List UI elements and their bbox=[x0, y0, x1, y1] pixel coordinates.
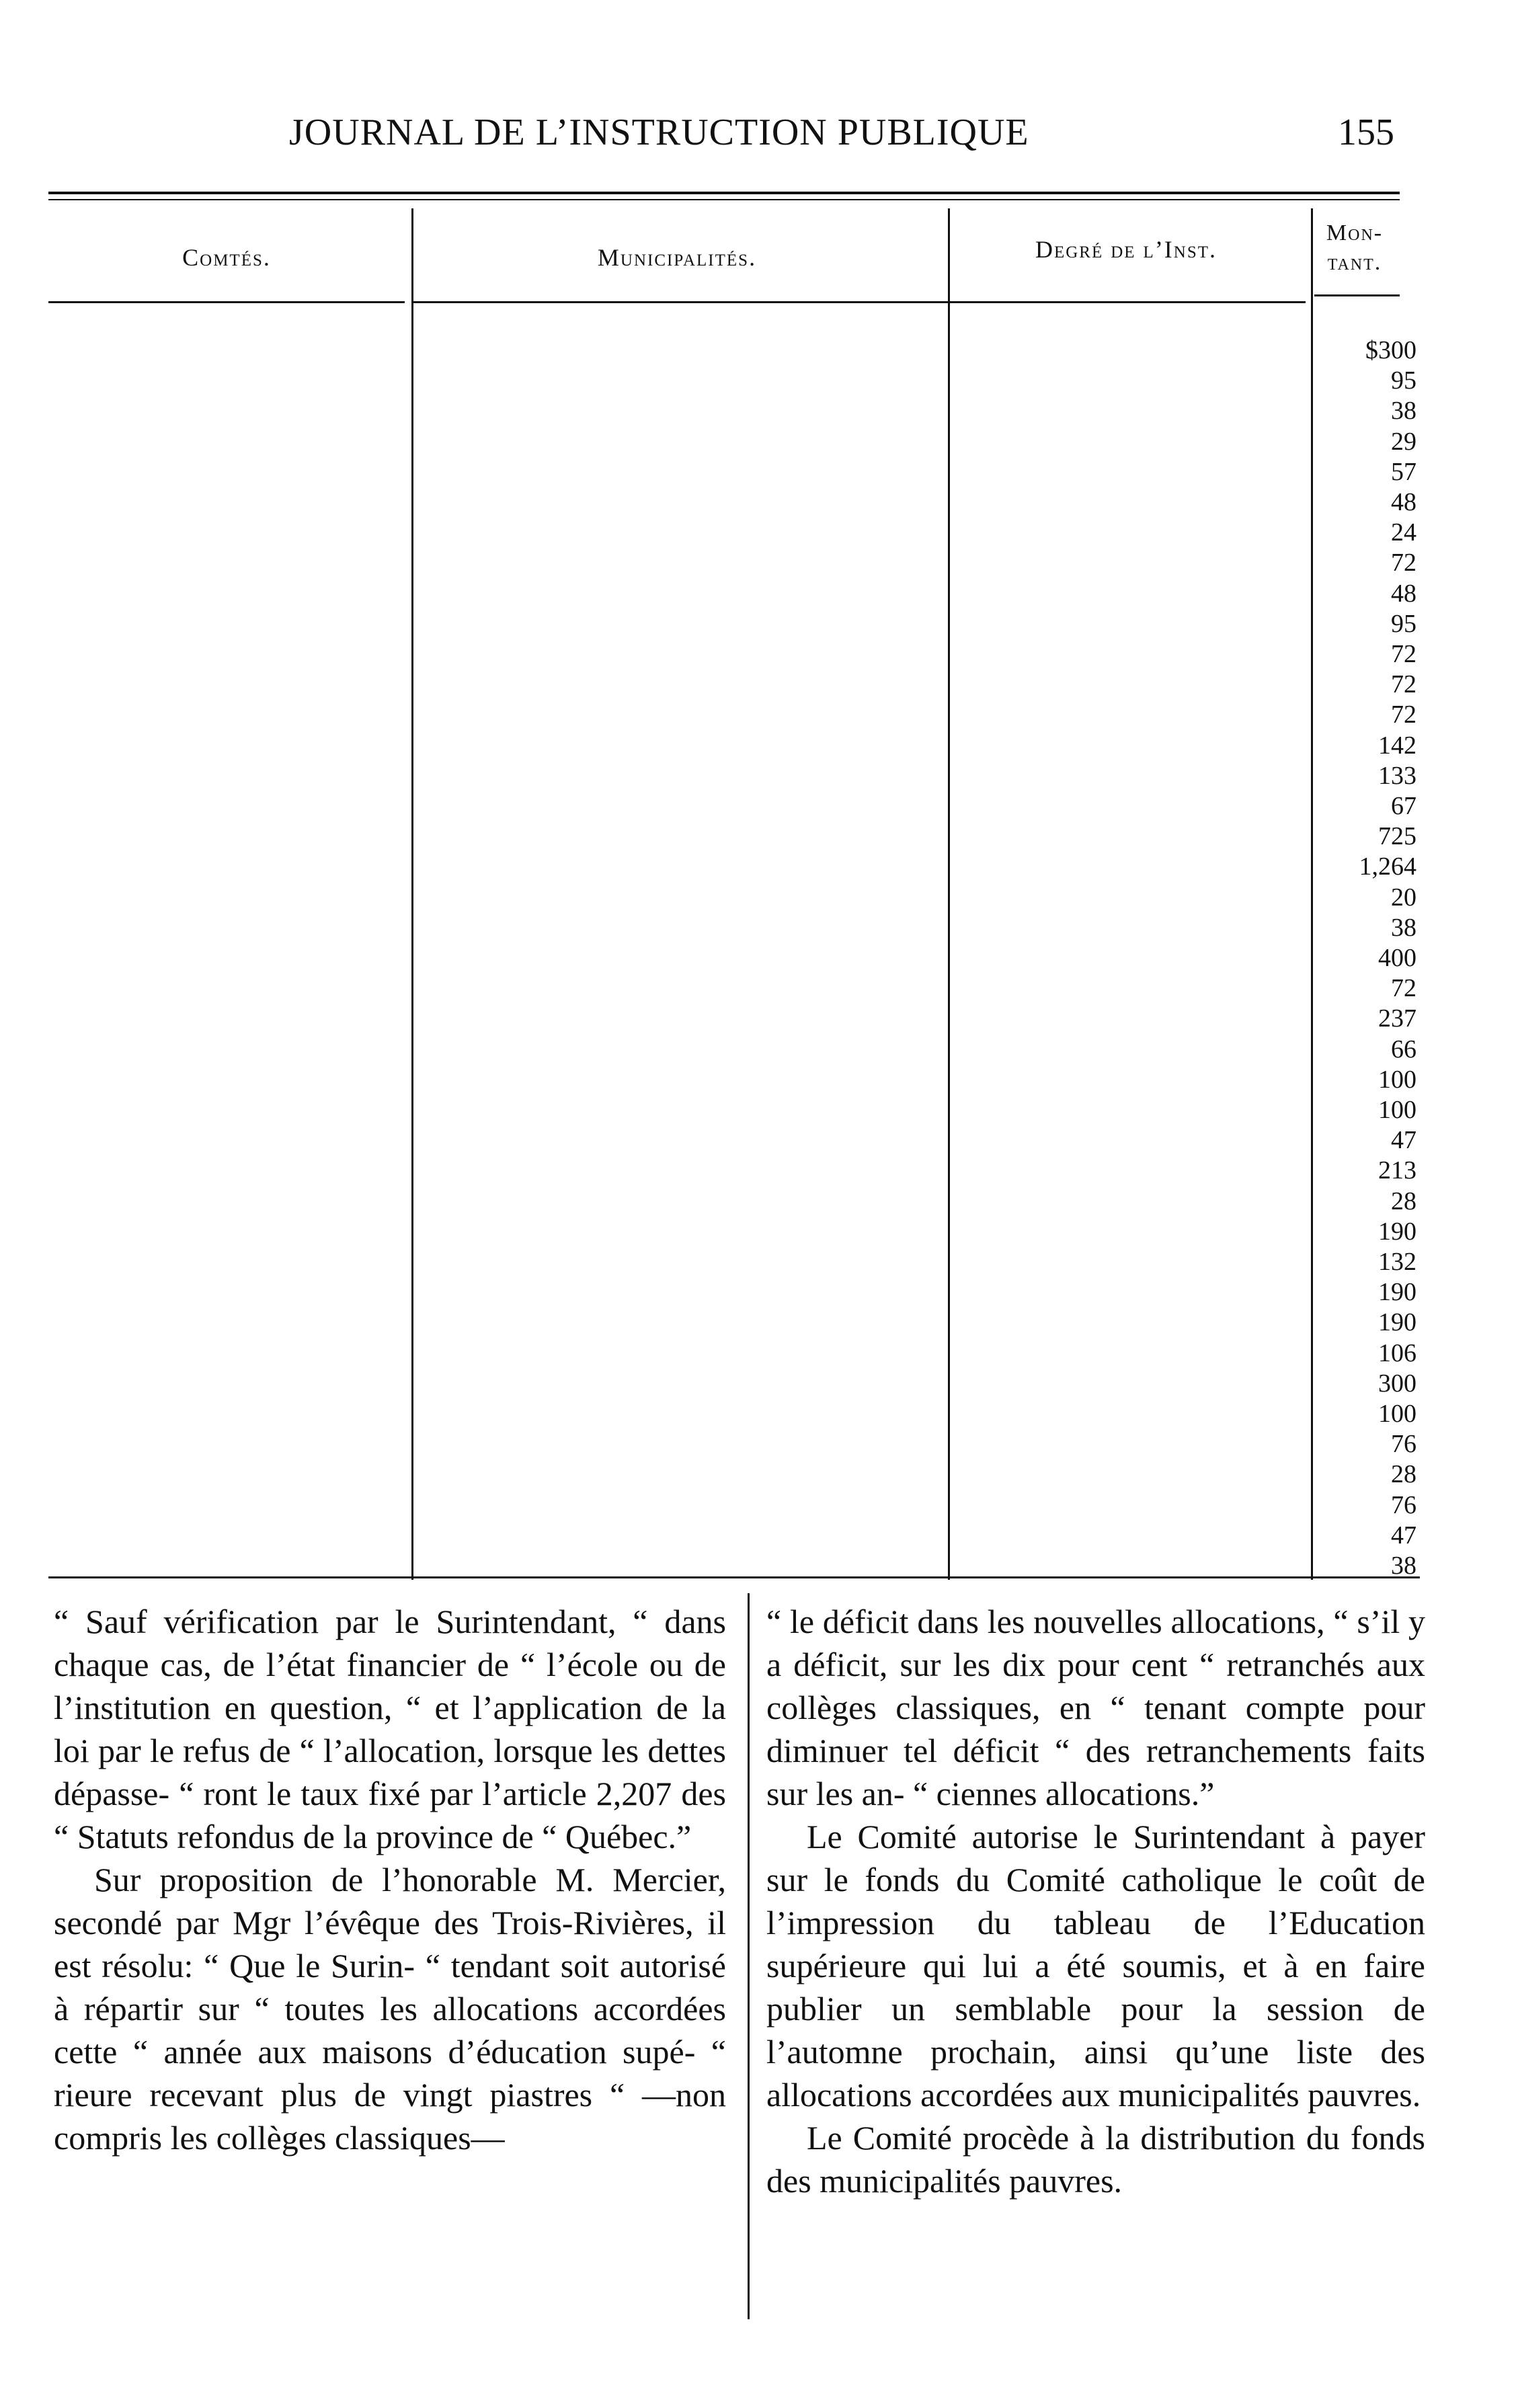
table-row bbox=[48, 397, 1420, 425]
header-montant: Mon-tant. bbox=[1326, 220, 1384, 275]
table-row bbox=[48, 944, 1420, 972]
left-paragraph-1: “ Sauf vérification par le Surintendant, “ dans chaque cas, de l’état financier de “ l’école ou de l’institution en question, “ et l’application de la loi par le refus de “ l’allocation, lorsque les dettes dépasse- “ ront le taux fixé par l’article 2,207 des “ Statuts refondus de la province de “ Québec.” bbox=[54, 1603, 726, 1855]
table-row bbox=[48, 1552, 1420, 1580]
header-rule-1 bbox=[48, 301, 405, 303]
montant-cell: 190 bbox=[1378, 1278, 1416, 1307]
montant-cell: 66 bbox=[1391, 1035, 1416, 1063]
left-paragraph-2: Sur proposition de l’honorable M. Mercier, secondé par Mgr l’évêque des Trois-Rivières, il est résolu: “ Que le Surin- “ tendant soit autorisé à répartir sur “ toutes les allocations accordées cette “ année aux maisons d’éducation supé- “ rieure recevant plus de vingt piastres “ —non compris les collèges classiques— bbox=[54, 1861, 726, 2157]
table-row bbox=[48, 974, 1420, 1002]
montant-cell: 48 bbox=[1391, 488, 1416, 516]
montant-cell: 76 bbox=[1391, 1430, 1416, 1459]
montant-cell: 300 bbox=[1378, 1369, 1416, 1398]
table-row bbox=[48, 1339, 1420, 1367]
montant-cell: 100 bbox=[1378, 1065, 1416, 1094]
table-row bbox=[48, 883, 1420, 912]
page-number: 155 bbox=[1338, 112, 1394, 153]
table-row bbox=[48, 366, 1420, 395]
montant-cell: 400 bbox=[1378, 944, 1416, 972]
journal-title: JOURNAL DE L’INSTRUCTION PUBLIQUE bbox=[289, 112, 1029, 153]
montant-cell: 72 bbox=[1391, 670, 1416, 699]
table-row bbox=[48, 1156, 1420, 1185]
montant-cell: 132 bbox=[1378, 1248, 1416, 1276]
montant-cell: 72 bbox=[1391, 974, 1416, 1003]
right-text-column bbox=[766, 1600, 1425, 2202]
header-degre: Degré de l’Inst. bbox=[1035, 236, 1217, 263]
table-row bbox=[48, 1460, 1420, 1488]
montant-cell: 72 bbox=[1391, 549, 1416, 577]
montant-cell: 67 bbox=[1391, 792, 1416, 820]
table-row bbox=[48, 731, 1420, 760]
table-row bbox=[48, 1066, 1420, 1094]
montant-cell: 190 bbox=[1378, 1308, 1416, 1337]
top-rule bbox=[48, 192, 1400, 194]
montant-cell: 142 bbox=[1378, 731, 1416, 760]
montant-cell: 133 bbox=[1378, 761, 1416, 790]
table-row bbox=[48, 762, 1420, 790]
montant-cell: 38 bbox=[1391, 1552, 1416, 1580]
montant-cell: 95 bbox=[1391, 609, 1416, 638]
table-row bbox=[48, 1096, 1420, 1124]
montant-cell: 28 bbox=[1391, 1460, 1416, 1489]
text-column-divider bbox=[748, 1593, 750, 2319]
montant-cell: 72 bbox=[1391, 700, 1416, 729]
table-row bbox=[48, 1400, 1420, 1428]
table-row bbox=[48, 1369, 1420, 1398]
table-row bbox=[48, 670, 1420, 698]
montant-cell: 1,264 bbox=[1359, 852, 1416, 881]
table-row bbox=[48, 336, 1420, 364]
table-row bbox=[48, 1004, 1420, 1033]
table-row bbox=[48, 1248, 1420, 1276]
right-paragraph-2: Le Comité autorise le Surintendant à payer sur le fonds du Comité catholique le coût de l’impression du tableau de l’Education supérieure qui lui a été soumis, et à en faire publier un semblable pour la session de l’automne prochain, ainsi qu’une liste des allocations accordées aux municipalités pauvres. bbox=[766, 1818, 1425, 2114]
montant-cell: 28 bbox=[1391, 1187, 1416, 1215]
table-row bbox=[48, 1308, 1420, 1336]
montant-cell: 100 bbox=[1378, 1400, 1416, 1428]
table-row bbox=[48, 700, 1420, 729]
table-row bbox=[48, 1187, 1420, 1215]
table-row bbox=[48, 792, 1420, 820]
montant-cell: 48 bbox=[1391, 579, 1416, 608]
table-row bbox=[48, 1035, 1420, 1063]
top-rule-thin bbox=[48, 199, 1400, 200]
montant-cell: 57 bbox=[1391, 457, 1416, 486]
montant-cell: 72 bbox=[1391, 640, 1416, 668]
table-row bbox=[48, 610, 1420, 638]
table-row bbox=[48, 852, 1420, 881]
table-row bbox=[48, 1521, 1420, 1550]
montant-cell: 29 bbox=[1391, 427, 1416, 456]
table-row bbox=[48, 1491, 1420, 1519]
montant-cell: 237 bbox=[1378, 1004, 1416, 1033]
montant-cell: 38 bbox=[1391, 913, 1416, 942]
montant-cell: $300 bbox=[1365, 336, 1416, 364]
montant-cell: 38 bbox=[1391, 397, 1416, 426]
table-bottom-rule bbox=[48, 1576, 1420, 1578]
montant-cell: 95 bbox=[1391, 366, 1416, 395]
montant-cell: 106 bbox=[1378, 1338, 1416, 1367]
table-row bbox=[48, 458, 1420, 486]
table-row bbox=[48, 549, 1420, 577]
table-row bbox=[48, 1430, 1420, 1458]
right-paragraph-1: “ le déficit dans les nouvelles allocations, “ s’il y a déficit, sur les dix pour cent “ retranchés aux collèges classiques, en “ tenant compte pour diminuer tel déficit “ des retranchements faits sur les an- “ ciennes allocations.” bbox=[766, 1603, 1425, 1812]
montant-cell: 190 bbox=[1378, 1217, 1416, 1246]
left-text-column bbox=[54, 1600, 726, 2159]
table-row bbox=[48, 822, 1420, 850]
montant-cell: 47 bbox=[1391, 1126, 1416, 1155]
table-row bbox=[48, 1217, 1420, 1246]
table-row bbox=[48, 1278, 1420, 1306]
montant-cell: 100 bbox=[1378, 1096, 1416, 1124]
montant-cell: 20 bbox=[1391, 883, 1416, 912]
table-row bbox=[48, 518, 1420, 547]
montant-cell: 213 bbox=[1378, 1156, 1416, 1185]
montant-cell: 24 bbox=[1391, 518, 1416, 547]
table-row bbox=[48, 1126, 1420, 1154]
header-rule-2 bbox=[411, 301, 1306, 303]
table-row bbox=[48, 640, 1420, 668]
table-row bbox=[48, 488, 1420, 516]
header-rule-3 bbox=[1314, 294, 1400, 296]
montant-cell: 76 bbox=[1391, 1490, 1416, 1519]
table-row bbox=[48, 428, 1420, 456]
montant-cell: 47 bbox=[1391, 1521, 1416, 1550]
table-row bbox=[48, 579, 1420, 608]
montant-cell: 725 bbox=[1378, 822, 1416, 851]
header-municipalites: Municipalités. bbox=[597, 244, 757, 271]
header-comtes: Comtés. bbox=[182, 244, 271, 271]
table-row bbox=[48, 914, 1420, 942]
right-paragraph-3: Le Comité procède à la distribution du fonds des municipalités pauvres. bbox=[766, 2119, 1425, 2200]
